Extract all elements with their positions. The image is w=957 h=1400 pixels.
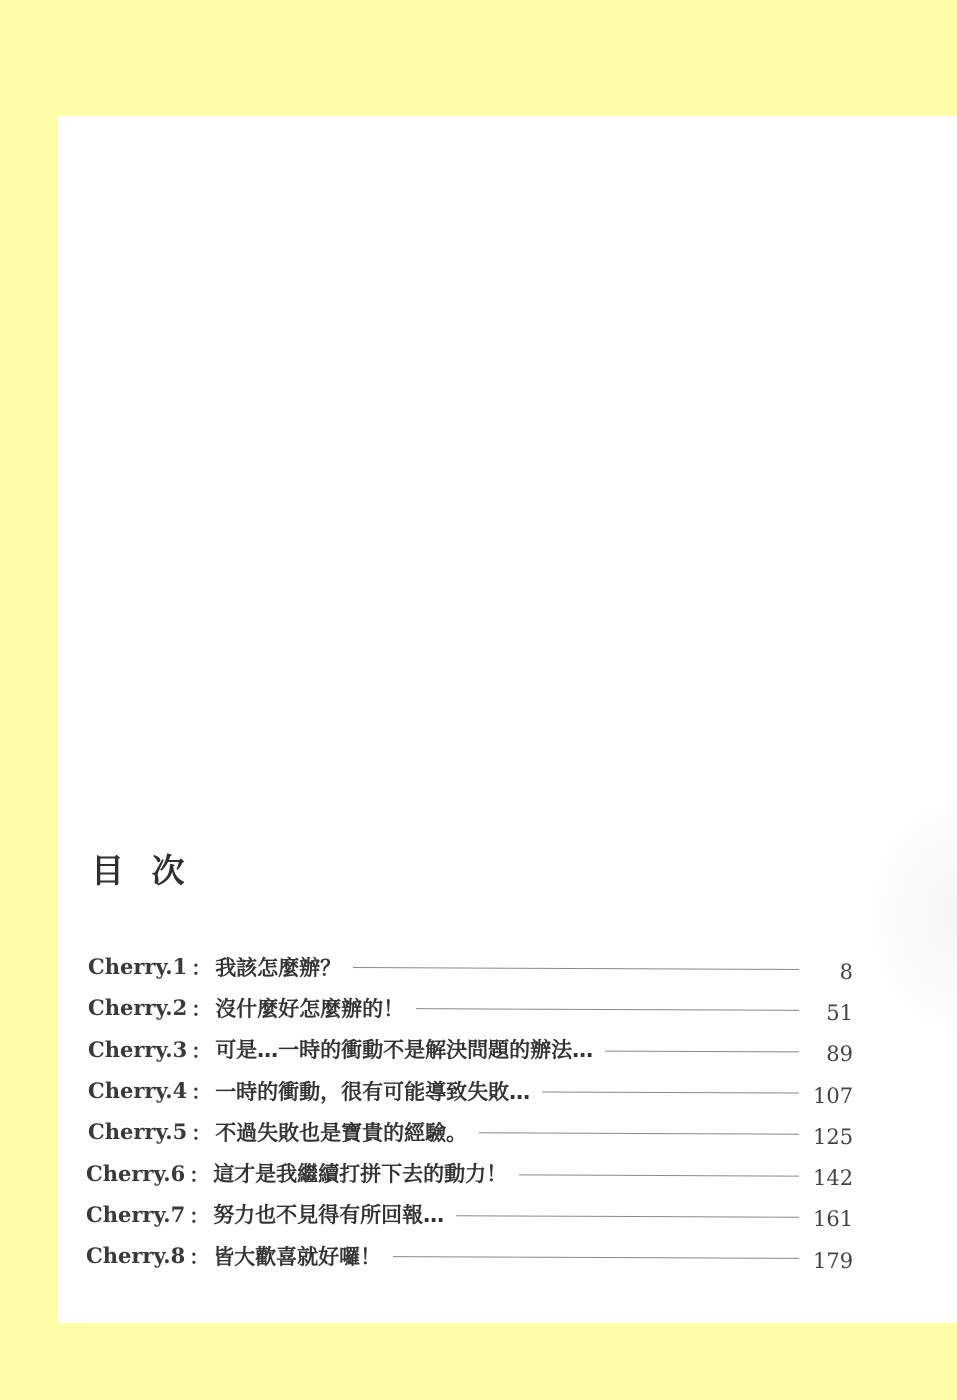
chapter-separator: ： <box>189 1245 210 1270</box>
chapter-separator: ： <box>191 1080 212 1105</box>
leader-line <box>353 967 799 970</box>
page-number: 125 <box>813 1124 854 1149</box>
toc-entry-1[interactable] <box>88 946 853 987</box>
toc-heading: 目 次 <box>91 851 193 890</box>
chapter-separator: ： <box>189 1162 210 1187</box>
chapter-label: Cherry.5 <box>88 1119 188 1145</box>
leader-line <box>542 1091 799 1093</box>
chapter-label: Cherry.6 <box>86 1160 186 1186</box>
page-number: 51 <box>826 1000 853 1025</box>
page-number: 161 <box>813 1207 854 1232</box>
leader-line <box>393 1256 799 1259</box>
leader-line <box>519 1174 799 1176</box>
page-number: 142 <box>813 1166 854 1191</box>
page-number: 107 <box>813 1083 854 1108</box>
chapter-label: Cherry.4 <box>88 1078 188 1104</box>
chapter-title: 可是…一時的衝動不是解決問題的辦法… <box>215 1038 594 1063</box>
chapter-label: Cherry.7 <box>86 1201 186 1227</box>
toc-entry-8[interactable] <box>86 1235 853 1276</box>
toc-entry-7[interactable] <box>86 1194 853 1235</box>
toc-entry-2[interactable] <box>88 987 853 1028</box>
toc-entry-5[interactable] <box>88 1111 853 1152</box>
toc-entry-3[interactable] <box>88 1029 853 1070</box>
chapter-title: 一時的衝動，很有可能導致失敗… <box>215 1079 531 1104</box>
chapter-title: 皆大歡喜就好囉！ <box>213 1244 382 1269</box>
leader-line <box>605 1050 799 1052</box>
leader-line <box>456 1215 799 1217</box>
leader-line <box>479 1133 799 1135</box>
chapter-separator: ： <box>191 997 212 1022</box>
toc-entry-4[interactable] <box>88 1070 853 1111</box>
chapter-title: 沒什麼好怎麼辦的！ <box>215 996 405 1021</box>
page-number: 179 <box>813 1248 854 1273</box>
chapter-title: 我該怎麼辦？ <box>215 955 342 980</box>
chapter-label: Cherry.2 <box>88 995 188 1021</box>
chapter-label: Cherry.8 <box>86 1243 186 1269</box>
chapter-title: 這才是我繼續打拼下去的動力！ <box>213 1162 508 1187</box>
chapter-title: 努力也不見得有所回報… <box>213 1203 445 1228</box>
chapter-title: 不過失敗也是寶貴的經驗。 <box>215 1120 468 1145</box>
toc-entry-6[interactable] <box>86 1152 853 1193</box>
page-number: 89 <box>826 1042 853 1067</box>
chapter-label: Cherry.3 <box>88 1036 188 1062</box>
page-number: 8 <box>839 959 853 984</box>
leader-line <box>416 1009 799 1012</box>
chapter-separator: ： <box>191 1038 212 1063</box>
toc-list <box>88 946 853 1276</box>
chapter-label: Cherry.1 <box>88 954 188 980</box>
chapter-separator: ： <box>191 956 212 981</box>
chapter-separator: ： <box>189 1203 210 1228</box>
chapter-separator: ： <box>191 1121 212 1146</box>
page-paper <box>58 116 957 1323</box>
show-through-shadow <box>867 796 957 1036</box>
